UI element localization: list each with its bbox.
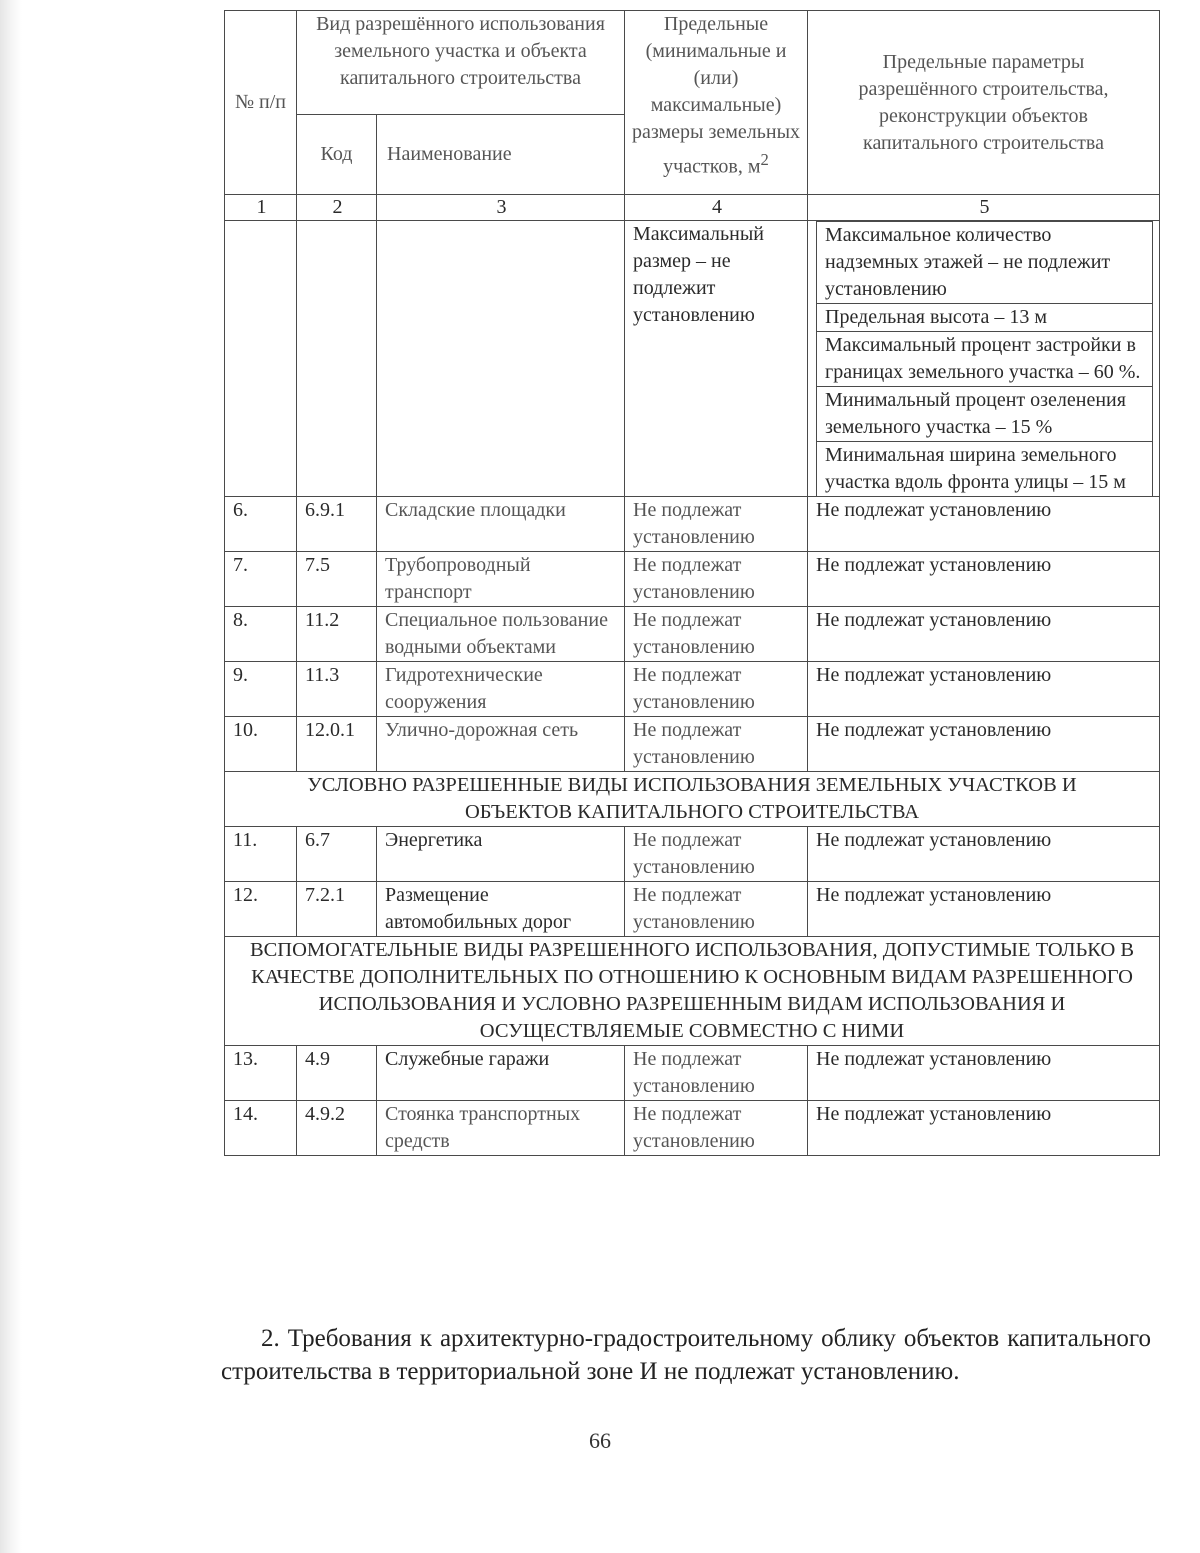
cell-size: Не подлежат установлению [625, 717, 808, 772]
cell-code: 6.9.1 [297, 497, 377, 552]
cell-name [377, 221, 625, 497]
param-item: Предельная высота – 13 м [817, 304, 1153, 332]
table-row [225, 662, 1160, 717]
params-subtable [816, 221, 1153, 496]
cell-code: 4.9.2 [297, 1101, 377, 1156]
header-use-kind: Вид разрешённого использования земельного участка и объекта капитального строительства [297, 11, 625, 115]
cell-name: Служебные гаражи [377, 1046, 625, 1101]
cell-num: 13. [225, 1046, 297, 1101]
section-row-auxiliary [225, 937, 1160, 1046]
index-cell: 3 [377, 195, 625, 221]
param-item: Максимальный процент застройки в границах земельного участка – 60 %. [817, 332, 1153, 387]
param-item: Минимальная ширина земельного участка вдоль фронта улицы – 15 м [817, 442, 1153, 497]
index-cell: 1 [225, 195, 297, 221]
cell-size: Не подлежат установлению [625, 1046, 808, 1101]
cell-name: Размещение автомобильных дорог [377, 882, 625, 937]
header-name: Наименование [377, 115, 625, 195]
cell-num: 11. [225, 827, 297, 882]
cell-num: 7. [225, 552, 297, 607]
cell-name: Трубопроводный транспорт [377, 552, 625, 607]
cell-num: 9. [225, 662, 297, 717]
table-row [225, 1101, 1160, 1156]
section-title-conditional: УСЛОВНО РАЗРЕШЕННЫЕ ВИДЫ ИСПОЛЬЗОВАНИЯ ЗЕМЕЛЬНЫХ УЧАСТКОВ И ОБЪЕКТОВ КАПИТАЛЬНОГО СТРОИТЕЛЬСТВА [225, 772, 1160, 827]
cell-params: Не подлежат установлению [808, 662, 1160, 717]
cell-num: 14. [225, 1101, 297, 1156]
cell-size: Не подлежат установлению [625, 882, 808, 937]
table-row [225, 1046, 1160, 1101]
cell-name: Специальное пользование водными объектами [377, 607, 625, 662]
cell-num [225, 221, 297, 497]
cell-code: 7.5 [297, 552, 377, 607]
cell-name: Энергетика [377, 827, 625, 882]
cell-size: Не подлежат установлению [625, 662, 808, 717]
header-index-row [225, 195, 1160, 221]
index-cell: 4 [625, 195, 808, 221]
cell-code [297, 221, 377, 497]
cell-num: 8. [225, 607, 297, 662]
header-size-limits [625, 11, 808, 195]
index-cell: 5 [808, 195, 1160, 221]
table-row [225, 882, 1160, 937]
header-parameters: Предельные параметры разрешённого строительства, реконструкции объектов капитального строительства [808, 11, 1160, 195]
cell-num: 10. [225, 717, 297, 772]
cell-code: 6.7 [297, 827, 377, 882]
cell-code: 4.9 [297, 1046, 377, 1101]
cell-params: Не подлежат установлению [808, 882, 1160, 937]
table-row [225, 552, 1160, 607]
cell-params: Не подлежат установлению [808, 497, 1160, 552]
cell-params [808, 221, 1160, 497]
land-use-table [224, 10, 1160, 1156]
cell-size: Не подлежат установлению [625, 827, 808, 882]
table-row [225, 497, 1160, 552]
header-code: Код [297, 115, 377, 195]
cell-name: Стоянка транспортных средств [377, 1101, 625, 1156]
table-row [225, 717, 1160, 772]
cell-size: Не подлежат установлению [625, 552, 808, 607]
cell-params: Не подлежат установлению [808, 717, 1160, 772]
cell-code: 11.3 [297, 662, 377, 717]
cell-size: Максимальный размер – не подлежит установлению [625, 221, 808, 497]
cell-params: Не подлежат установлению [808, 1046, 1160, 1101]
cell-size: Не подлежат установлению [625, 607, 808, 662]
cell-name: Гидротехнические сооружения [377, 662, 625, 717]
cell-code: 11.2 [297, 607, 377, 662]
page-number: 66 [589, 1428, 611, 1453]
scan-edge [0, 0, 22, 1553]
table-header [225, 11, 1160, 221]
header-size-limits-sup: 2 [760, 150, 769, 169]
index-cell: 2 [297, 195, 377, 221]
cell-params: Не подлежат установлению [808, 607, 1160, 662]
cell-name: Складские площадки [377, 497, 625, 552]
cell-code: 7.2.1 [297, 882, 377, 937]
cell-num: 12. [225, 882, 297, 937]
cell-params: Не подлежат установлению [808, 1101, 1160, 1156]
header-num: № п/п [225, 11, 297, 195]
section-row-conditional [225, 772, 1160, 827]
cell-name: Улично-дорожная сеть [377, 717, 625, 772]
param-item: Максимальное количество надземных этажей – не подлежит установлению [817, 222, 1153, 304]
param-item: Минимальный процент озеленения земельного участка – 15 % [817, 387, 1153, 442]
cell-size: Не подлежат установлению [625, 497, 808, 552]
cell-code: 12.0.1 [297, 717, 377, 772]
table-row [225, 827, 1160, 882]
table-row [225, 607, 1160, 662]
cell-num: 6. [225, 497, 297, 552]
header-size-limits-text: Предельные (минимальные и (или) максимальные) размеры земельных участков, м [631, 13, 801, 178]
cell-params: Не подлежат установлению [808, 827, 1160, 882]
requirements-paragraph: 2. Требования к архитектурно-градостроительному облику объектов капитального строительства в территориальной зоне И не подлежат установлению. [221, 1325, 1151, 1385]
table-row-continued [225, 221, 1160, 497]
cell-params: Не подлежат установлению [808, 552, 1160, 607]
cell-size: Не подлежат установлению [625, 1101, 808, 1156]
section-title-auxiliary: ВСПОМОГАТЕЛЬНЫЕ ВИДЫ РАЗРЕШЕННОГО ИСПОЛЬЗОВАНИЯ, ДОПУСТИМЫЕ ТОЛЬКО В КАЧЕСТВЕ ДОПОЛНИТЕЛЬНЫХ ПО ОТНОШЕНИЮ К ОСНОВНЫМ ВИДАМ РАЗРЕШЕННОГО ИСПОЛЬЗОВАНИЯ И УСЛОВНО РАЗРЕШЕННЫМ ВИДАМ ИСПОЛЬЗОВАНИЯ И ОСУЩЕСТВЛЯЕМЫЕ СОВМЕСТНО С НИМИ [225, 937, 1160, 1046]
